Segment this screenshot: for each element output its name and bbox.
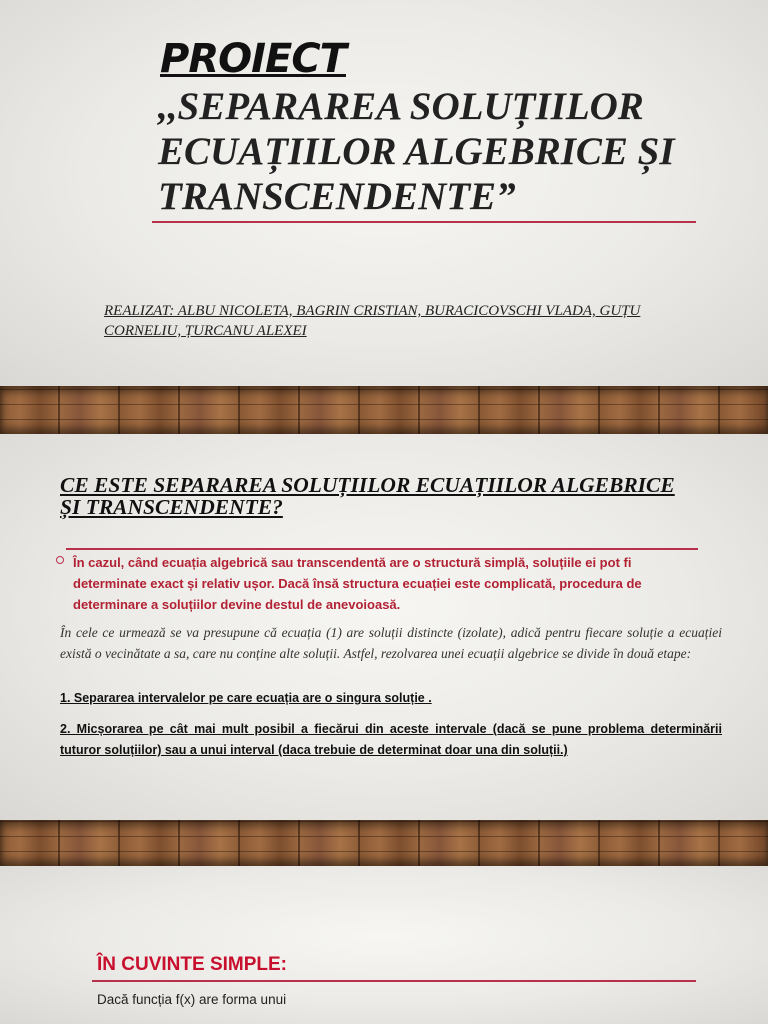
wood-floor-divider: [0, 386, 768, 434]
intro-paragraph: În cele ce urmează se va presupune că ecuația (1) are soluții distincte (izolate), adică pentru fiecare soluție a ecuației există o vecinătate a sa, care nu conține alte soluții. Astfel, rezolvarea unei ecuații algebrice se divide în două etape:: [60, 625, 722, 661]
bullet-text: În cazul, când ecuația algebrică sau transcendentă are o structură simplă, soluțiile ei pot fi determinate exact și relativ ușor. Dacă însă structura ecuației este complicată, procedura de determinare a soluțiilor devine destul de anevoioasă.: [73, 555, 642, 612]
bullet-item: [56, 552, 706, 615]
title-heading: PROIECT: [160, 36, 346, 82]
bullet-circle-icon: [56, 556, 64, 564]
slide-definition: [0, 434, 768, 820]
step-one: 1. Separarea intervalelor pe care ecuația are o singura soluție .: [60, 691, 432, 705]
wood-floor-divider: [0, 820, 768, 866]
title-subtitle: ,,SEPARAREA SOLUȚIILOR ECUAȚIILOR ALGEBRICE ȘI TRANSCENDENTE”: [158, 85, 675, 218]
definition-divider: [66, 548, 698, 550]
slide-simple-words: [0, 866, 768, 1024]
step-two: 2. Micșorarea pe cât mai mult posibil a fiecărui din aceste intervale (dacă se pune problema determinării tuturor soluțiilor) sau a unui interval (daca trebuie de determinat doar una din soluții.): [60, 722, 722, 757]
title-divider: [152, 221, 696, 223]
slide-title: [0, 0, 768, 386]
simple-words-divider: [92, 980, 696, 982]
definition-heading: CE ESTE SEPARAREA SOLUȚIILOR ECUAȚIILOR ALGEBRICE ȘI TRANSCENDENTE?: [60, 473, 675, 519]
simple-words-heading: ÎN CUVINTE SIMPLE:: [97, 954, 288, 975]
authors-line: REALIZAT: ALBU NICOLETA, BAGRIN CRISTIAN, BURACICOVSCHI VLADA, GUȚU CORNELIU, ȚURCANU ALEXEI: [104, 303, 641, 339]
simple-words-text: Dacă funcția f(x) are forma unui: [97, 992, 287, 1007]
